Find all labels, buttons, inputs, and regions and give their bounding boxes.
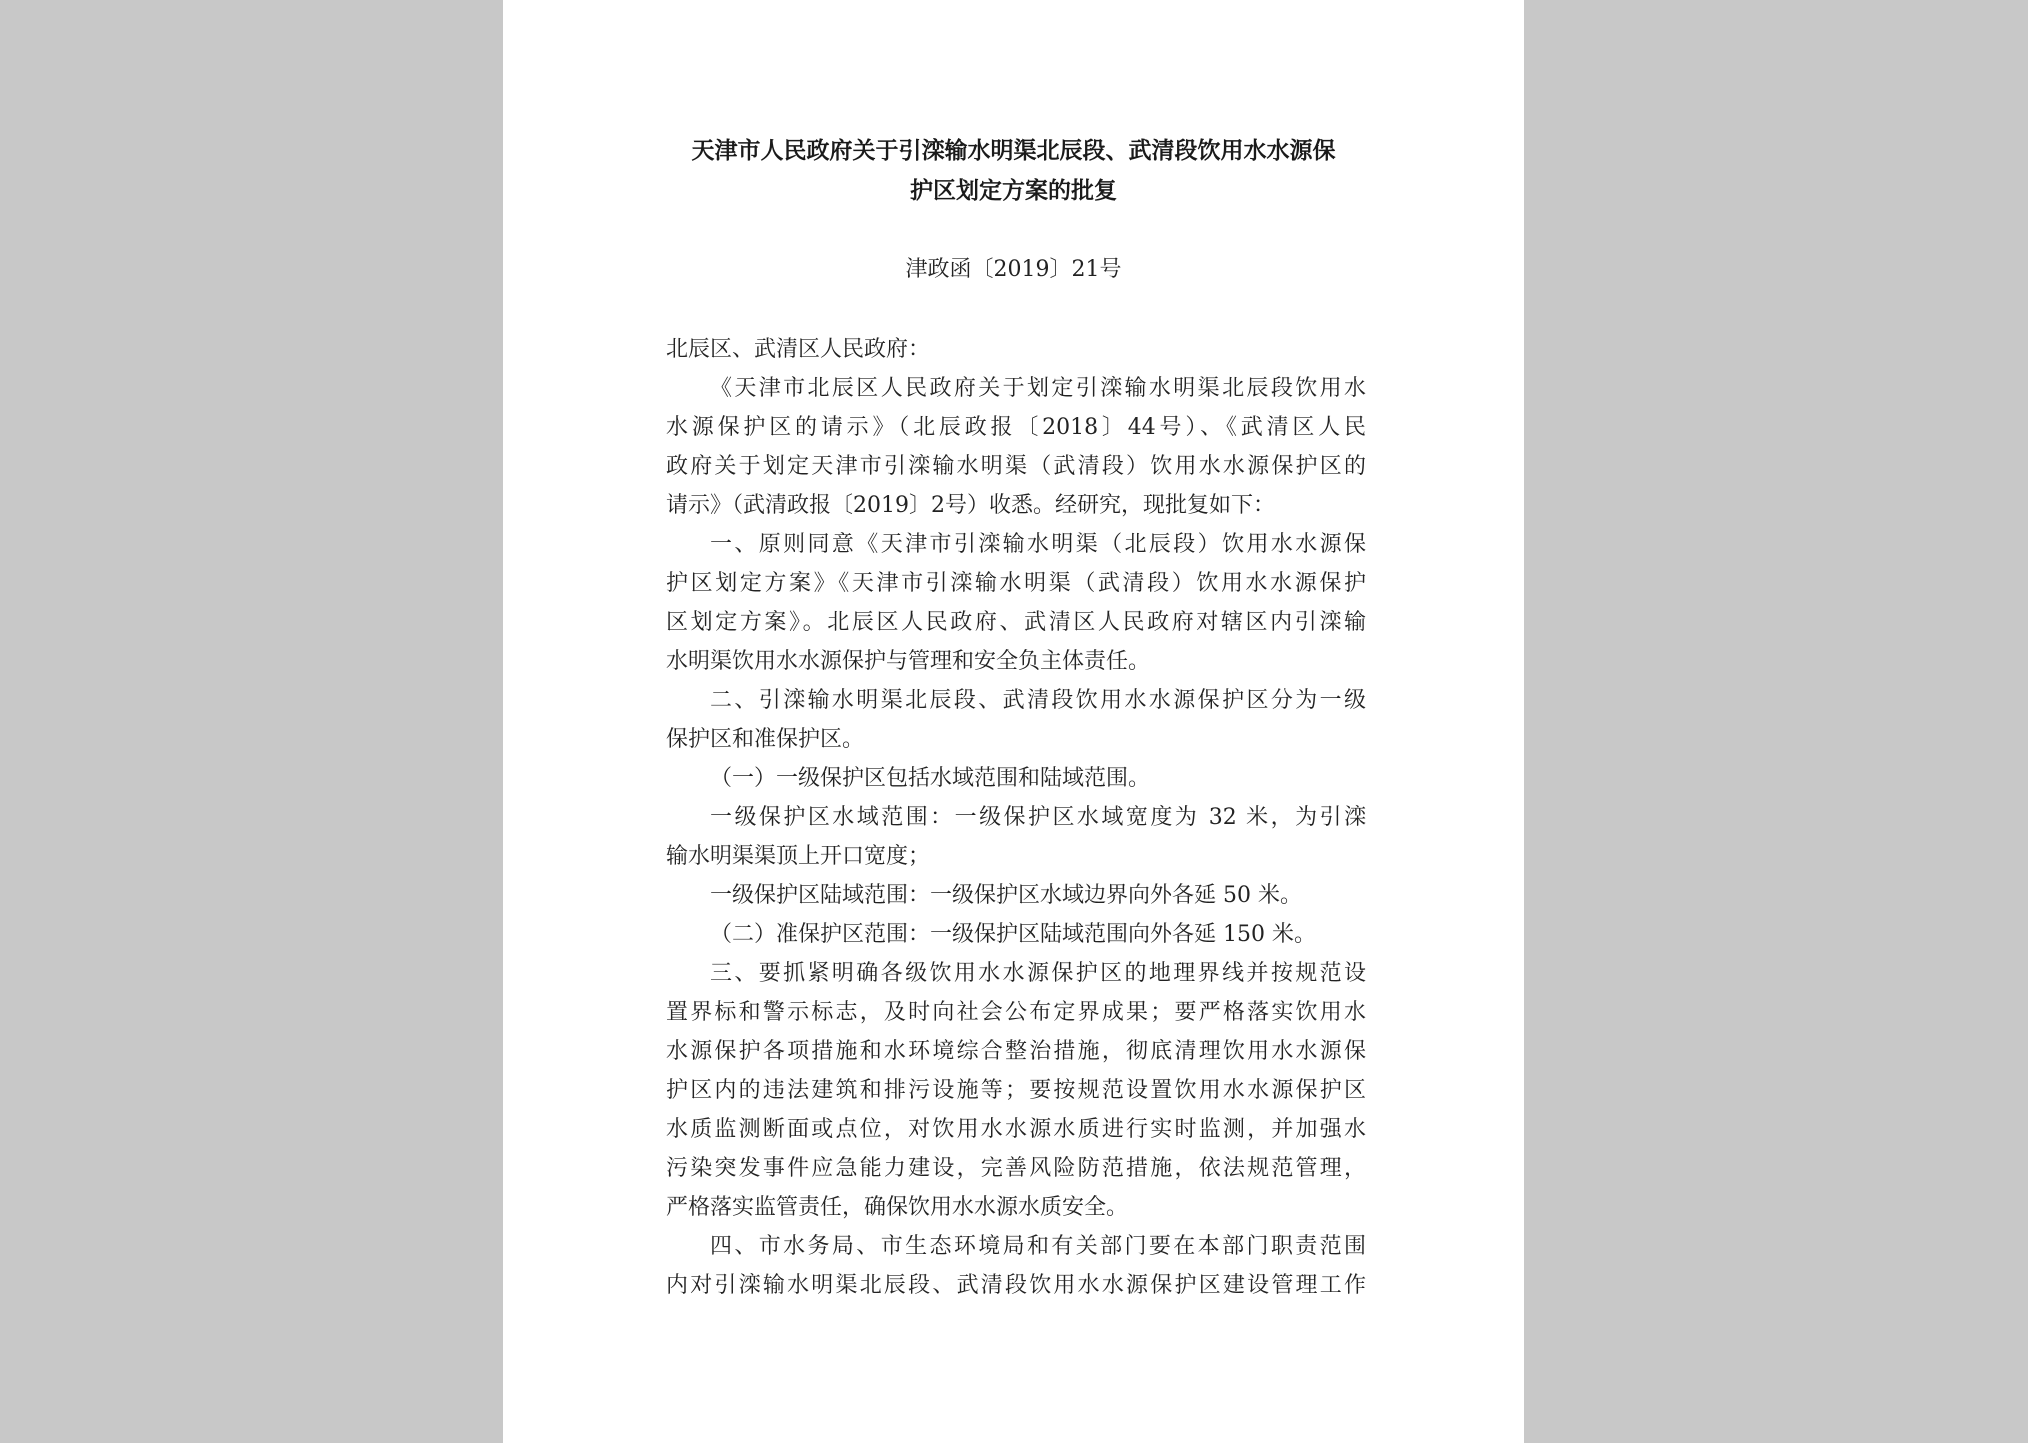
body-line: 政府关于划定天津市引滦输水明渠（武清段）饮用水水源保护区的 xyxy=(666,454,1366,479)
body-line: 请示》（武清政报〔2019〕2号）收悉。经研究，现批复如下： xyxy=(666,493,1275,518)
body-line: 污染突发事件应急能力建设，完善风险防范措施，依法规范管理， xyxy=(666,1156,1366,1181)
body-line: 置界标和警示标志，及时向社会公布定界成果；要严格落实饮用水 xyxy=(666,1000,1366,1025)
body-line: 四、市水务局、市生态环境局和有关部门要在本部门职责范围 xyxy=(710,1234,1366,1259)
body-line: 护区内的违法建筑和排污设施等；要按规范设置饮用水水源保护区 xyxy=(666,1078,1366,1103)
body-line: 护区划定方案》《天津市引滦输水明渠（武清段）饮用水水源保护 xyxy=(666,571,1366,596)
body-line: 保护区和准保护区。 xyxy=(666,727,865,752)
document-body xyxy=(666,330,1366,1305)
document-title-line-2: 护区划定方案的批复 xyxy=(910,178,1117,204)
body-line: 输水明渠渠顶上开口宽度； xyxy=(666,844,931,869)
body-line: 水明渠饮用水水源保护与管理和安全负主体责任。 xyxy=(666,649,1151,674)
body-line: 内对引滦输水明渠北辰段、武清段饮用水水源保护区建设管理工作 xyxy=(666,1273,1366,1298)
body-line: 北辰区、武清区人民政府： xyxy=(666,337,931,362)
body-line: 一级保护区水域范围：一级保护区水域宽度为 32 米，为引滦 xyxy=(710,805,1366,830)
document-title-line-1: 天津市人民政府关于引滦输水明渠北辰段、武清段饮用水水源保 xyxy=(691,138,1336,164)
body-line: 水源保护区的请示》（北辰政报〔2018〕44号）、《武清区人民 xyxy=(666,415,1366,440)
body-line: 《天津市北辰区人民政府关于划定引滦输水明渠北辰段饮用水 xyxy=(710,376,1366,401)
body-line: 二、引滦输水明渠北辰段、武清段饮用水水源保护区分为一级 xyxy=(710,688,1366,713)
document-page xyxy=(503,0,1524,1443)
body-line: 一、原则同意《天津市引滦输水明渠（北辰段）饮用水水源保 xyxy=(710,532,1366,557)
body-line: 水源保护各项措施和水环境综合整治措施，彻底清理饮用水水源保 xyxy=(666,1039,1366,1064)
body-line: （二）准保护区范围：一级保护区陆域范围向外各延 150 米。 xyxy=(710,922,1316,947)
body-line: 严格落实监管责任，确保饮用水水源水质安全。 xyxy=(666,1195,1129,1220)
document-number: 津政函〔2019〕21号 xyxy=(905,257,1122,282)
body-line: 一级保护区陆域范围：一级保护区水域边界向外各延 50 米。 xyxy=(710,883,1302,908)
body-line: （一）一级保护区包括水域范围和陆域范围。 xyxy=(710,766,1151,791)
body-line: 水质监测断面或点位，对饮用水水源水质进行实时监测，并加强水 xyxy=(666,1117,1366,1142)
body-line: 三、要抓紧明确各级饮用水水源保护区的地理界线并按规范设 xyxy=(710,961,1366,986)
body-line: 区划定方案》。北辰区人民政府、武清区人民政府对辖区内引滦输 xyxy=(666,610,1366,635)
